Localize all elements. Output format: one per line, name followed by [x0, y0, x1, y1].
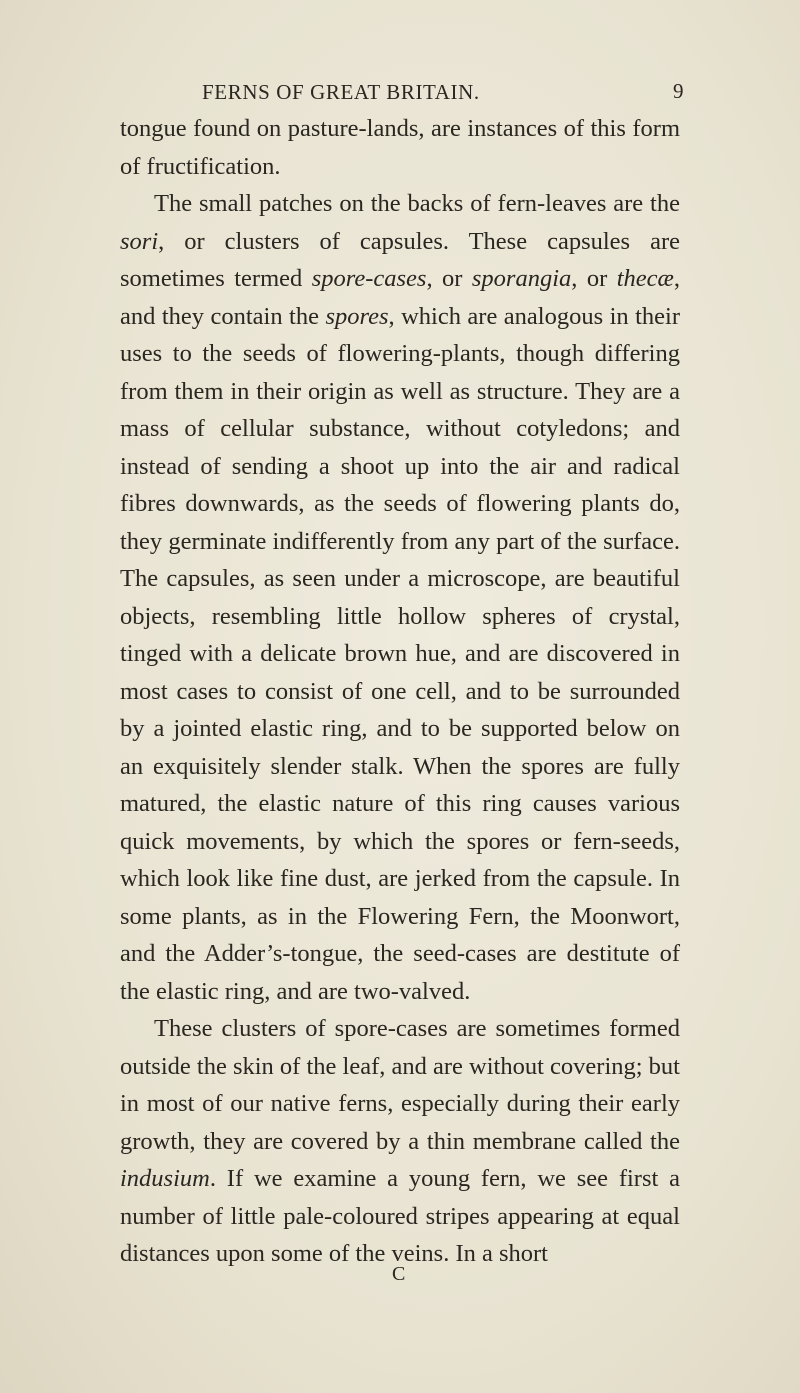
text-run: , or	[571, 265, 617, 292]
text-run: The small patches on the backs of fern-leaves are the	[154, 190, 680, 217]
italic-term: sori	[120, 227, 159, 255]
text-run: , or	[426, 265, 472, 292]
paragraph	[120, 110, 680, 185]
running-head: FERNS OF GREAT BRITAIN.	[202, 80, 480, 104]
page-number: 9	[673, 79, 684, 103]
text-run: , or clusters of capsules. These capsules are sometimes termed	[120, 227, 680, 292]
paragraph	[120, 185, 680, 1010]
italic-term: thecæ	[616, 265, 674, 292]
body-text	[120, 110, 680, 1273]
italic-term: spore-cases	[311, 265, 427, 292]
italic-term: indusium	[120, 1165, 210, 1192]
text-run: . If we examine a young fern, we see first a number of little pale-coloured stripes appearing at equal distances upon some of the veins. In a short	[120, 1165, 680, 1267]
text-run: , and they contain the	[120, 265, 680, 330]
italic-term: sporangia	[471, 265, 572, 292]
text-run: tongue found on pasture-lands, are instances of this form of fructification.	[120, 115, 680, 180]
italic-term: spores	[325, 302, 389, 330]
paragraph	[120, 1010, 680, 1273]
text-run: These clusters of spore-cases are sometimes formed outside the skin of the leaf, and are without covering; but in most of our native ferns, especially during their early growth, they are covered by a thin membrane called the	[120, 1015, 680, 1155]
text-run: , which are analogous in their uses to the seeds of flowering-plants, though differing from them in their origin as well as structure. They are a mass of cellular substance, without cotyledons; and instead of sending a shoot up into the air and radical fibres downwards, as the seeds of flowering plants do, they germinate indifferently from any part of the surface. The capsules, as seen under a microscope, are beautiful objects, resembling little hollow spheres of crystal, tinged with a delicate brown hue, and are discovered in most cases to consist of one cell, and to be surrounded by a jointed elastic ring, and to be supported below on an exquisitely slender stalk. When the spores are fully matured, the elastic nature of this ring causes various quick movements, by which the spores or fern-seeds, which look like fine dust, are jerked from the capsule. In some plants, as in the Flowering Fern, the Moonwort, and the Adder’s-tongue, the seed-cases are destitute of the elastic ring, and are two-valved.	[120, 302, 680, 1005]
signature-mark: C	[392, 1263, 406, 1285]
